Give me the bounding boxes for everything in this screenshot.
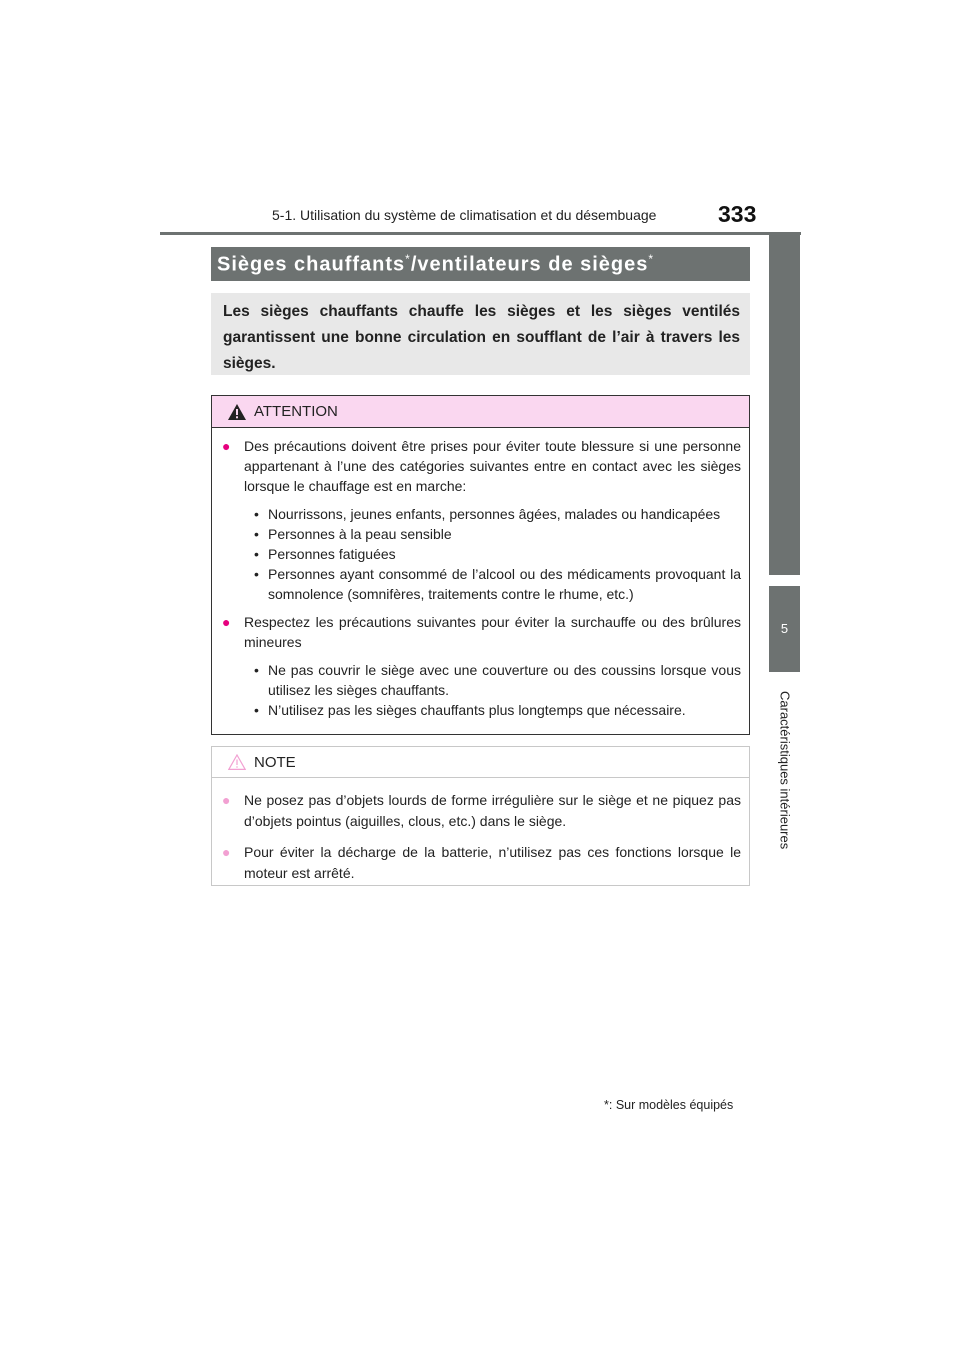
intro-summary: Les sièges chauffants chauffe les sièges et les sièges ventilés garantissent une bonne circulation en soufflant de l’air à travers les sièges. bbox=[211, 293, 750, 375]
note-item: ● Ne posez pas d’objets lourds de forme irrégulière sur le siège et ne piquez pas d’objets pointus (aiguilles, clous, etc.) dans le siège. bbox=[222, 790, 741, 832]
attention-sublist bbox=[254, 660, 741, 720]
bullet-icon: ● bbox=[222, 844, 231, 860]
chapter-tab: 5 bbox=[769, 586, 800, 672]
sublist-item: • Nourrissons, jeunes enfants, personnes âgées, malades ou handicapées bbox=[254, 506, 721, 522]
warning-icon bbox=[228, 404, 246, 420]
note-heading: NOTE bbox=[254, 753, 296, 771]
sublist-item: • N’utilisez pas les sièges chauffants plus longtemps que nécessaire. bbox=[254, 702, 686, 718]
note-header bbox=[212, 747, 749, 778]
note-item: ● Pour éviter la décharge de la batterie, n’utilisez pas ces fonctions lorsque le moteur est arrêté. bbox=[222, 842, 741, 884]
asterisk-icon: * bbox=[604, 1098, 609, 1112]
attention-header bbox=[212, 396, 749, 428]
chapter-label: Caractéristiques intérieures bbox=[777, 690, 793, 850]
sublist-item: • Personnes à la peau sensible bbox=[254, 526, 452, 542]
section-title: Sièges chauffants*/ventilateurs de sièges* bbox=[217, 251, 655, 276]
attention-box bbox=[211, 395, 750, 735]
attention-item: ● Des précautions doivent être prises pour éviter toute blessure si une personne appartenant à l’une des catégories suivantes entre en contact avec les sièges lorsque le chauffage est en marche: bbox=[222, 438, 741, 494]
section-title-bar bbox=[211, 247, 750, 281]
header-divider bbox=[160, 232, 801, 235]
footnote: *: Sur modèles équipés bbox=[604, 1098, 734, 1112]
running-header: 5-1. Utilisation du système de climatisation et du désembuage bbox=[272, 207, 657, 223]
attention-sublist bbox=[254, 504, 741, 604]
sublist-item: • Personnes fatiguées bbox=[254, 546, 396, 562]
attention-heading: ATTENTION bbox=[254, 403, 338, 420]
side-tab-bar bbox=[769, 235, 800, 575]
page-number: 333 bbox=[718, 201, 757, 227]
attention-item: ● Respectez les précautions suivantes pour éviter la surchauffe ou des brûlures mineures bbox=[222, 614, 741, 650]
bullet-icon: ● bbox=[222, 438, 231, 454]
caution-outline-icon bbox=[228, 754, 246, 770]
note-box bbox=[211, 746, 750, 886]
sublist-item: • Personnes ayant consommé de l’alcool ou des médicaments provoquant la somnolence (somnifères, traitements contre le rhume, etc.) bbox=[254, 566, 741, 602]
sublist-item: • Ne pas couvrir le siège avec une couverture ou des coussins lorsque vous utilisez les sièges chauffants. bbox=[254, 662, 741, 698]
bullet-icon: ● bbox=[222, 614, 231, 630]
bullet-icon: ● bbox=[222, 792, 231, 808]
